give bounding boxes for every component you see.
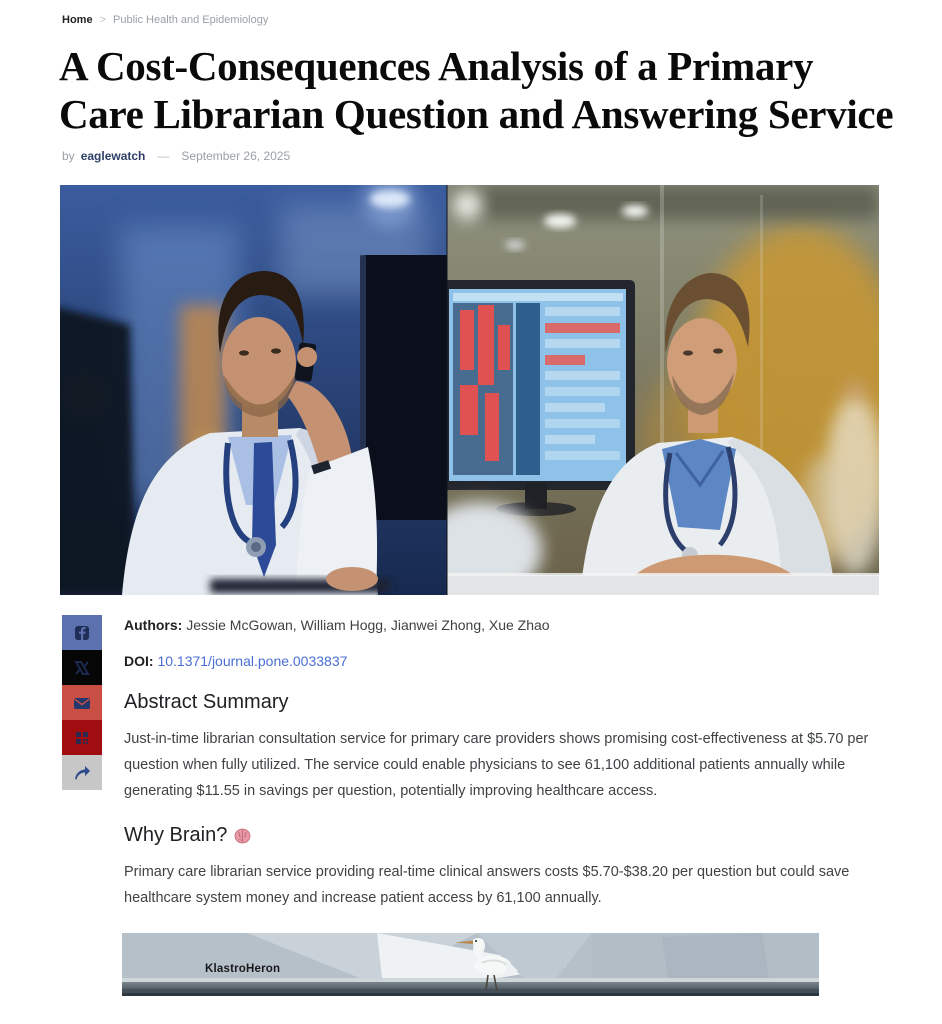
email-share-button[interactable] — [62, 685, 102, 720]
footer-banner[interactable] — [122, 933, 819, 996]
doi-line — [124, 651, 910, 671]
publish-date: September 26, 2025 — [181, 149, 291, 163]
byline — [62, 149, 290, 163]
qr-code-icon — [73, 729, 91, 747]
share-arrow-icon — [72, 763, 92, 782]
authors-line — [124, 615, 910, 635]
abstract-heading-text: Abstract Summary — [124, 691, 289, 713]
banner-brand: KlastroHeron — [205, 963, 281, 975]
qr-share-button[interactable] — [62, 720, 102, 755]
brain-emoji — [234, 828, 251, 844]
authors-value: Jessie McGowan, William Hogg, Jianwei Zhong, Xue Zhao — [186, 617, 550, 633]
breadcrumb-separator: > — [99, 14, 106, 26]
hero-left-photo — [60, 185, 452, 595]
article-body — [124, 615, 910, 961]
share-rail — [62, 615, 102, 790]
why-brain-heading — [124, 824, 910, 847]
facebook-share-button[interactable] — [62, 615, 102, 650]
hero-right-photo — [418, 185, 879, 595]
hero-illustration — [60, 185, 879, 595]
page-title: A Cost-Consequences Analysis of a Primary Care Librarian Question and Answering Service — [59, 43, 894, 137]
breadcrumb-category-link[interactable]: Public Health and Epidemiology — [113, 14, 269, 26]
abstract-heading — [124, 691, 910, 714]
why-brain-text: Primary care librarian service providing real-time clinical answers costs $5.70-$38.20 per question but could save healthcare system money and increase patient access by 61,100 annually. — [124, 864, 850, 906]
x-share-button[interactable] — [62, 650, 102, 685]
facebook-icon — [73, 624, 91, 642]
why-brain-heading-text: Why Brain? — [124, 824, 228, 846]
x-twitter-icon — [73, 659, 91, 677]
hero-image — [60, 185, 879, 595]
banner-illustration — [122, 933, 819, 996]
email-icon — [72, 694, 92, 712]
byline-by: by — [62, 149, 75, 163]
doi-link[interactable]: 10.1371/journal.pone.0033837 — [157, 653, 348, 669]
share-forward-button[interactable] — [62, 755, 102, 790]
authors-label: Authors: — [124, 617, 183, 633]
breadcrumb — [62, 14, 268, 26]
abstract-text: Just-in-time librarian consultation service for primary care providers shows promising cost-effectiveness at $5.70 per question when fully utilized. The service could enable physicians to see 61,100 additional patients annually while generating $11.55 in savings per question, potentially improving healthcare access. — [124, 731, 869, 799]
byline-dash: — — [157, 149, 170, 163]
breadcrumb-home-link[interactable]: Home — [62, 14, 93, 26]
hero-panel-divider — [446, 185, 448, 595]
author-link[interactable]: eaglewatch — [80, 149, 146, 163]
doi-label: DOI: — [124, 653, 154, 669]
